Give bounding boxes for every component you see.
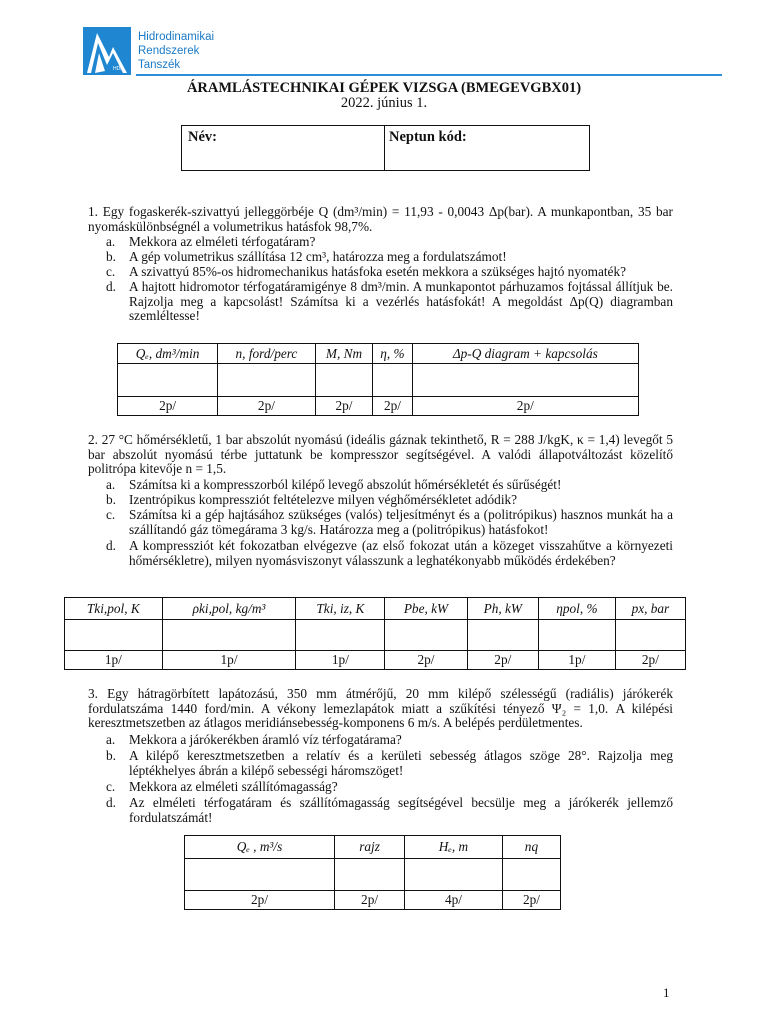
points-cell: 1p/ [539, 651, 616, 670]
answer-cell [118, 364, 218, 397]
question-1-text: 1. Egy fogaskerék-szivattyú jelleggörbéje Q (dm³/min) = 11,93 - 0,0043 Δp(bar). A munkapontban, 35 bar nyomáskülönbségnél a volumetrikus hatásfok 98,7%. [88, 204, 673, 234]
question-3-item-c: c. Mekkora az elméleti szállítómagasság? [106, 779, 338, 794]
points-cell: 1p/ [65, 651, 163, 670]
answer-cell [373, 364, 412, 397]
answer-cell [385, 620, 467, 651]
question-2-item-d: d. A kompressziót két fokozatban elvégezve (az első fokozat után a közeget visszahűtve a környezeti hőmérsékletre), milyen nyomásviszonyt válasszunk a leghatékonyabb működés érdekében? [106, 538, 673, 568]
points-cell: 2p/ [385, 651, 467, 670]
answer-cell [615, 620, 685, 651]
points-cell: 2p/ [373, 397, 412, 416]
exam-title: ÁRAMLÁSTECHNIKAI GÉPEK VIZSGA (BMEGEVGBX01) [186, 80, 582, 96]
table-header: Qₑ, dm³/min [118, 344, 218, 364]
answer-cell [502, 859, 560, 891]
points-cell: 2p/ [412, 397, 638, 416]
answer-cell [65, 620, 163, 651]
table-header: Hₑ, m [405, 836, 503, 859]
table-header: η, % [373, 344, 412, 364]
table-header: Tki, iz, K [296, 598, 385, 620]
answer-cell [218, 364, 315, 397]
question-3-score-table [184, 835, 561, 910]
question-3-item-b: b. A kilépő keresztmetszetben a relatív és a kerületi sebesség átlagos szöge 28°. Rajzolja meg léptékhelyes ábrán a kilépő sebességi háromszöget! [106, 748, 673, 778]
table-header: Tki,pol, K [65, 598, 163, 620]
answer-cell [162, 620, 296, 651]
neptun-label: Neptun kód: [389, 129, 467, 145]
question-2-text: 2. 27 °C hőmérsékletű, 1 bar abszolút nyomású (ideális gáznak tekinthető, R = 288 J/kgK, κ = 1,4) levegőt 5 bar abszolút nyomású térbe juttatunk be kompresszor segítségével. A valódi állapotváltozást közelítő politrópa kitevője n = 1,5. [88, 432, 673, 477]
table-header: Pbe, kW [385, 598, 467, 620]
logo-badge: HDR [113, 66, 124, 72]
name-neptun-box [181, 125, 590, 171]
answer-cell [185, 859, 335, 891]
points-cell: 2p/ [615, 651, 685, 670]
question-2-score-table [64, 597, 686, 670]
question-1-item-b: b. A gép volumetrikus szállítása 12 cm³, határozza meg a fordulatszámot! [106, 249, 507, 264]
table-header: ηpol, % [539, 598, 616, 620]
department-name: Hidrodinamikai Rendszerek Tanszék [138, 31, 215, 71]
header-rule [136, 74, 722, 76]
points-cell: 2p/ [467, 651, 538, 670]
table-header: Ph, kW [467, 598, 538, 620]
points-cell: 2p/ [185, 891, 335, 910]
question-3-text: 3. Egy hátragörbített lapátozású, 350 mm átmérőjű, 20 mm kilépő szélességű (radiális) járókerék fordulatszáma 1440 ford/min. A vékony lemezlapátok miatt a szűkítési tényező Ψ₂ = 1,0. A kilépési keresztmetszetben az átlagos meridiánsebesség-komponens 6 m/s. A belépés perdületmentes. [88, 686, 673, 731]
table-header: nq [502, 836, 560, 859]
answer-cell [412, 364, 638, 397]
question-3-item-d: d. Az elméleti térfogatáram és szállítómagasság segítségével becsülje meg a járókerék jellemző fordulatszámát! [106, 795, 673, 825]
answer-cell [296, 620, 385, 651]
department-logo [83, 27, 131, 75]
table-header: M, Nm [315, 344, 373, 364]
table-header: px, bar [615, 598, 685, 620]
question-1-item-a: a. Mekkora az elméleti térfogatáram? [106, 234, 316, 249]
page-number: 1 [663, 985, 670, 1000]
table-header: Δp-Q diagram + kapcsolás [412, 344, 638, 364]
question-1-item-d: d. A hajtott hidromotor térfogatáramigénye 8 dm³/min. A munkapontot párhuzamos fojtással állítjuk be. Rajzolja meg a kapcsolást! Számítsa ki a vezérlés hatásfokát! A megoldást Δp(Q) diagramban szemléltesse! [106, 279, 673, 324]
question-3-item-a: a. Mekkora a járókerékben áramló víz térfogatárama? [106, 732, 402, 747]
question-2-item-c: c. Számítsa ki a gép hajtásához szükséges (valós) teljesítményt és a (politrópikus) hasznos munkát ha a szállítandó gáz tömegárama 3 kg/s. Határozza meg a (politrópikus) hatásfokot! [106, 507, 673, 537]
name-label: Név: [188, 129, 217, 145]
points-cell: 2p/ [502, 891, 560, 910]
points-cell: 2p/ [315, 397, 373, 416]
points-cell: 4p/ [405, 891, 503, 910]
points-cell: 2p/ [118, 397, 218, 416]
points-cell: 2p/ [218, 397, 315, 416]
question-2-item-a: a. Számítsa ki a kompresszorból kilépő levegő abszolút hőmérsékletét és sűrűségét! [106, 477, 562, 492]
exam-date: 2022. június 1. [340, 95, 428, 111]
answer-cell [539, 620, 616, 651]
table-header: Qₑ , m³/s [185, 836, 335, 859]
answer-cell [335, 859, 405, 891]
points-cell: 2p/ [335, 891, 405, 910]
question-2-item-b: b. Izentrópikus kompressziót feltételezve milyen véghőmérsékletet adódik? [106, 492, 518, 507]
table-header: rajz [335, 836, 405, 859]
answer-cell [467, 620, 538, 651]
question-1-item-c: c. A szivattyú 85%-os hidromechanikus hatásfoka esetén mekkora a szükséges hajtó nyomaték? [106, 264, 627, 279]
table-header: n, ford/perc [218, 344, 315, 364]
points-cell: 1p/ [162, 651, 296, 670]
question-1-score-table [117, 343, 639, 416]
points-cell: 1p/ [296, 651, 385, 670]
answer-cell [315, 364, 373, 397]
table-header: ρki,pol, kg/m³ [162, 598, 296, 620]
answer-cell [405, 859, 503, 891]
